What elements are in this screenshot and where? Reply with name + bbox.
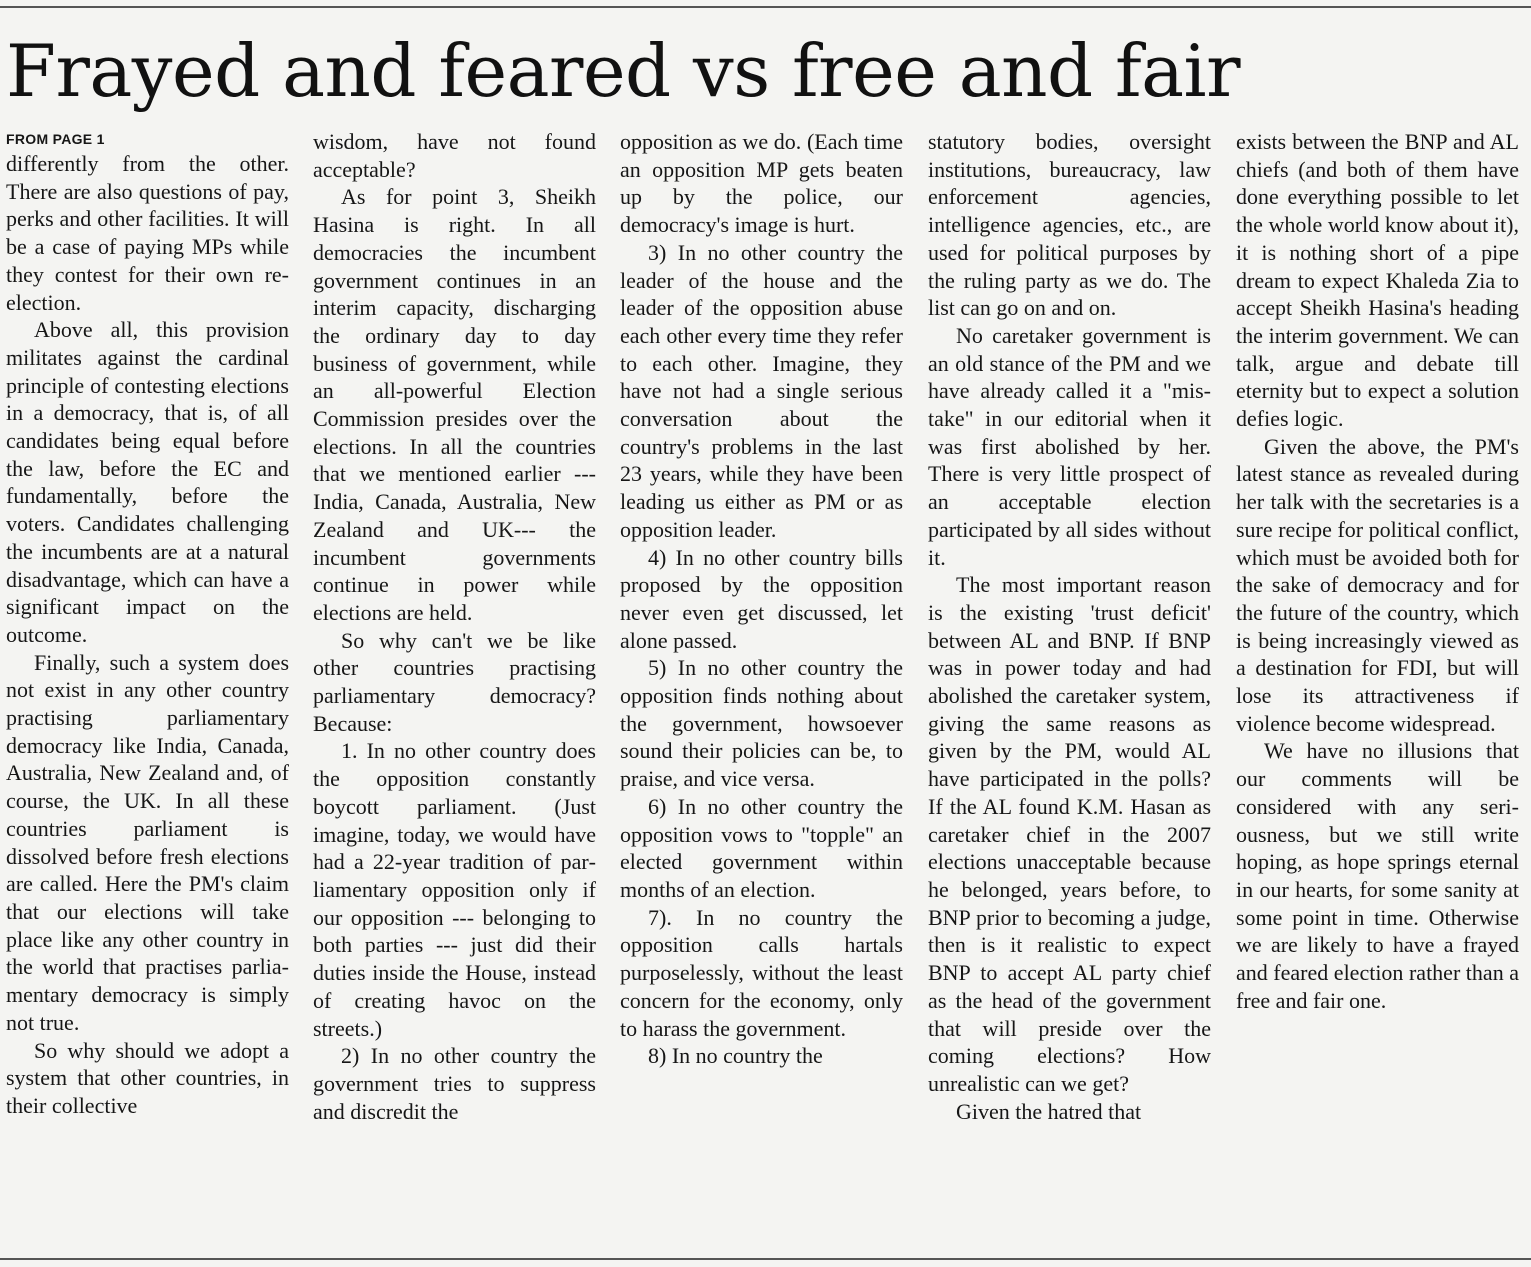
paragraph: 7). In no country the opposition calls hartals purposelessly, without the least concern for the economy, only to harass the government.	[620, 904, 903, 1041]
column-2	[313, 128, 596, 1125]
paragraph: 6) In no other country the opposition vows to "topple" an elected government within months of an election.	[620, 793, 903, 902]
headline: Frayed and feared vs free and fair	[6, 29, 1240, 113]
paragraph: Given the above, the PM's latest stance as revealed during her talk with the secretaries is a sure recipe for political conflict, which must be avoided both for the sake of democracy and for the future of the country, which is being increasingly viewed as a destination for FDI, but will lose its attractiveness if violence become widespread.	[1236, 433, 1519, 736]
bottom-rule	[0, 1258, 1531, 1260]
paragraph: 4) In no other country bills proposed by the opposition never even get discussed, let alone passed.	[620, 544, 903, 653]
paragraph: 3) In no other country the leader of the house and the leader of the opposition abuse each other every time they refer to each other. Imagine, they have not had a single serious conversation about the country's problems in the last 23 years, while they have been leading us either as PM or as opposition leader.	[620, 239, 903, 542]
paragraph: 2) In no other country the government tries to suppress and discredit the	[313, 1043, 596, 1124]
column-3	[620, 128, 903, 1070]
paragraph: 5) In no other country the opposition finds nothing about the government, howsoever sound their policies can be, to praise, and vice versa.	[620, 655, 903, 792]
paragraph: So why should we adopt a system that other countries, in their collective	[6, 1037, 289, 1118]
paragraph: So why can't we be like other countries practising parliamentary democracy? Because:	[313, 627, 596, 736]
paragraph: opposition as we do. (Each time an opposition MP gets beaten up by the police, our democracy's image is hurt.	[620, 129, 903, 238]
paragraph: Above all, this provision militates against the cardinal principle of contesting elections in a democracy, that is, of all candidates being equal before the law, before the EC and fundamentally, before the voters. Candidates challenging the incumbents are at a natural disadvantage, which can have a significant impact on the outcome.	[6, 317, 289, 647]
column-4	[928, 128, 1211, 1125]
paragraph: As for point 3, Sheikh Hasina is right. In all democracies the incumbent government continues in an interim capacity, discharging the ordinary day to day business of government, while an all-powerful Election Commission presides over the elections. In all the countries that we mentioned earlier --- India, Canada, Australia, New Zealand and UK--- the incumbent governments continue in power while elections are held.	[313, 184, 596, 625]
paragraph: wisdom, have not found acceptable?	[313, 129, 596, 182]
column-5	[1236, 128, 1519, 1015]
paragraph: statutory bodies, oversight institutions, bureaucracy, law enforcement agencies, intelligence agencies, etc., are used for political purposes by the ruling party as we do. The list can go on and on.	[928, 129, 1211, 321]
paragraph: 1. In no other country does the opposition constantly boycott parliament. (Just imagine, today, we would have had a 22-year tradition of parliamentary opposition only if our opposition --- belonging to both parties --- just did their duties inside the House, instead of creating havoc on the streets.)	[313, 738, 596, 1041]
paragraph: 8) In no country the	[648, 1043, 823, 1069]
paragraph: Given the hatred that	[956, 1098, 1142, 1124]
column-1	[6, 128, 289, 1120]
paragraph: Finally, such a system does not exist in any other country practising parliamentary democracy like India, Canada, Australia, New Zealand and, of course, the UK. In all these countries parliament is dissolved before fresh elections are called. Here the PM's claim that our elections will take place like any other country in the world that practises parliamentary democracy is simply not true.	[6, 649, 289, 1035]
paragraph: The most important reason is the existing 'trust deficit' between AL and BNP. If BNP was in power today and had abolished the caretaker system, giving the same reasons as given by the PM, would AL have participated in the polls? If the AL found K.M. Hasan as caretaker chief in the 2007 elections unacceptable because he belonged, years before, to BNP prior to becoming a judge, then is it realistic to expect BNP to accept AL party chief as the head of the government that will preside over the coming elections? How unrealistic can we get?	[928, 572, 1211, 1096]
paragraph: differently from the other. There are also questions of pay, perks and other facilities. It will be a case of paying MPs while they contest for their own reelection.	[6, 151, 289, 315]
top-rule	[0, 6, 1531, 8]
paragraph: We have no illusions that our comments will be considered with any seriousness, but we still write hoping, as hope springs eternal in our hearts, for some sanity at some point in time. Otherwise we are likely to have a frayed and feared election rather than a free and fair one.	[1236, 738, 1519, 1013]
paragraph: No caretaker government is an old stance of the PM and we have already called it a "mistake" in our editorial when it was first abolished by her. There is very little prospect of an acceptable election participated by all sides without it.	[928, 322, 1211, 570]
dateline: FROM PAGE 1	[6, 131, 105, 147]
paragraph: exists between the BNP and AL chiefs (and both of them have done everything possible to let the whole world know about it), it is nothing short of a pipe dream to expect Khaleda Zia to accept Sheikh Hasina's heading the interim government. We can talk, argue and debate till eternity but to expect a solution defies logic.	[1236, 129, 1519, 432]
